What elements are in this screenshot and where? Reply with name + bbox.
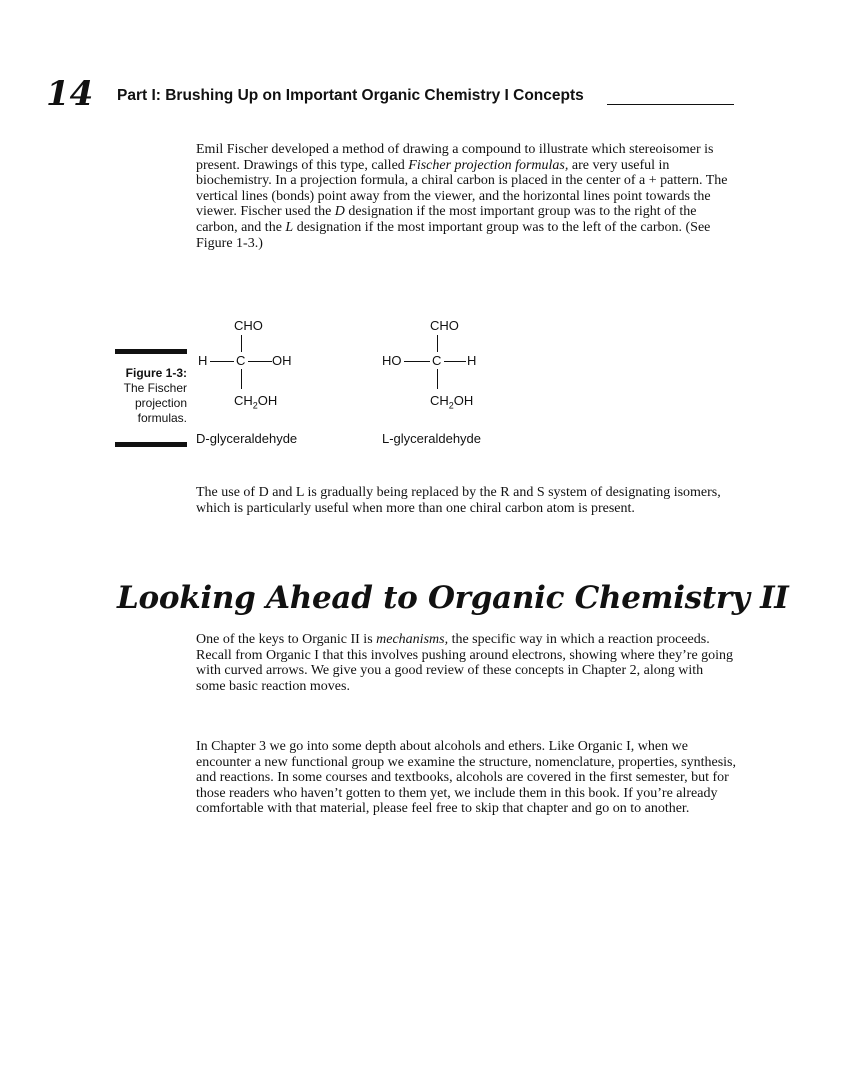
d-bottom-prefix: CH: [234, 393, 253, 408]
d-bottom-suffix: OH: [257, 393, 278, 408]
d-right-group: OH: [272, 353, 292, 368]
d-center-carbon: C: [236, 353, 246, 368]
d-left-group: H: [198, 353, 208, 368]
italic-term: L: [285, 219, 294, 235]
italic-term: mechanisms,: [376, 632, 449, 647]
running-head: Part I: Brushing Up on Important Organic Chemistry I Concepts: [117, 87, 584, 104]
l-center-carbon: C: [432, 353, 442, 368]
l-left-group: HO: [382, 353, 402, 368]
d-bond-left: [210, 361, 234, 362]
l-top-group: CHO: [430, 318, 459, 333]
d-bond-bottom: [241, 369, 242, 389]
page-number: 14: [46, 74, 94, 114]
text-run: designation if the most important group was to the right of the carbon, and the: [196, 204, 697, 235]
l-bottom-prefix: CH: [430, 393, 449, 408]
figure-label: Figure 1-3:: [125, 366, 187, 380]
l-bond-left: [404, 361, 430, 362]
l-bottom-sub: 2: [448, 400, 454, 411]
l-bottom-suffix: OH: [453, 393, 474, 408]
figure-rule-top: [115, 349, 187, 354]
text-run: designation if the most important group was to the left of the carbon. (See Figure 1-3.): [196, 219, 711, 251]
d-bond-right: [248, 361, 272, 362]
l-right-group: H: [467, 353, 477, 368]
figure-rule-bottom: [115, 442, 187, 447]
text-run: the specific way in which a reaction proceeds. Recall from Organic I that this involves pushing around electrons, showing where they’re going with curved arrows. We give you a good review of these concepts in Chapter 2, along with some basic reaction moves.: [196, 632, 734, 694]
d-top-group: CHO: [234, 318, 263, 333]
d-bond-top: [241, 335, 242, 352]
figure-caption: [110, 366, 187, 426]
section-heading: Looking Ahead to Organic Chemistry II: [117, 580, 789, 616]
header-rule: [607, 104, 734, 105]
l-bond-top: [437, 335, 438, 352]
italic-term: D: [334, 204, 345, 220]
paragraph-fischer-intro: [196, 142, 736, 251]
d-bottom-group: [234, 393, 277, 414]
l-bottom-group: [430, 393, 473, 414]
text-run: are very useful in biochemistry. In a projection formula, a chiral carbon is placed in the center of a + pattern. The vertical lines (bonds) point away from the viewer, and the horizontal lines point towards the viewer. Fischer used the: [196, 157, 728, 220]
text-run: Emil Fischer developed a method of drawing a compound to illustrate which stereoisomer is present. Drawings of this type, called: [196, 142, 714, 173]
figure-caption-text: The Fischer projection formulas.: [123, 381, 187, 425]
paragraph-chapter3: In Chapter 3 we go into some depth about alcohols and ethers. Like Organic I, when we encounter a new functional group we examine the structure, nomenclature, properties, synthesis, and reactions. In some courses and textbooks, alcohols are covered in the first semester, but for those readers who haven’t gotten to them yet, we include them in this book. If you’re already comfortable with that material, please feel free to skip that chapter and go on to another.: [196, 739, 736, 817]
l-molecule-name: L-glyceraldehyde: [382, 431, 482, 446]
paragraph-rs-system: The use of D and L is gradually being replaced by the R and S system of designating isomers, which is particularly useful when more than one chiral carbon atom is present.: [196, 485, 721, 516]
paragraph-mechanisms: [196, 632, 736, 694]
text-run: One of the keys to Organic II is: [196, 632, 377, 647]
l-bond-right: [444, 361, 466, 362]
d-molecule-name: D-glyceraldehyde: [196, 431, 298, 446]
d-bottom-sub: 2: [252, 400, 258, 411]
italic-term: Fischer projection formulas,: [408, 157, 569, 173]
l-bond-bottom: [437, 369, 438, 389]
